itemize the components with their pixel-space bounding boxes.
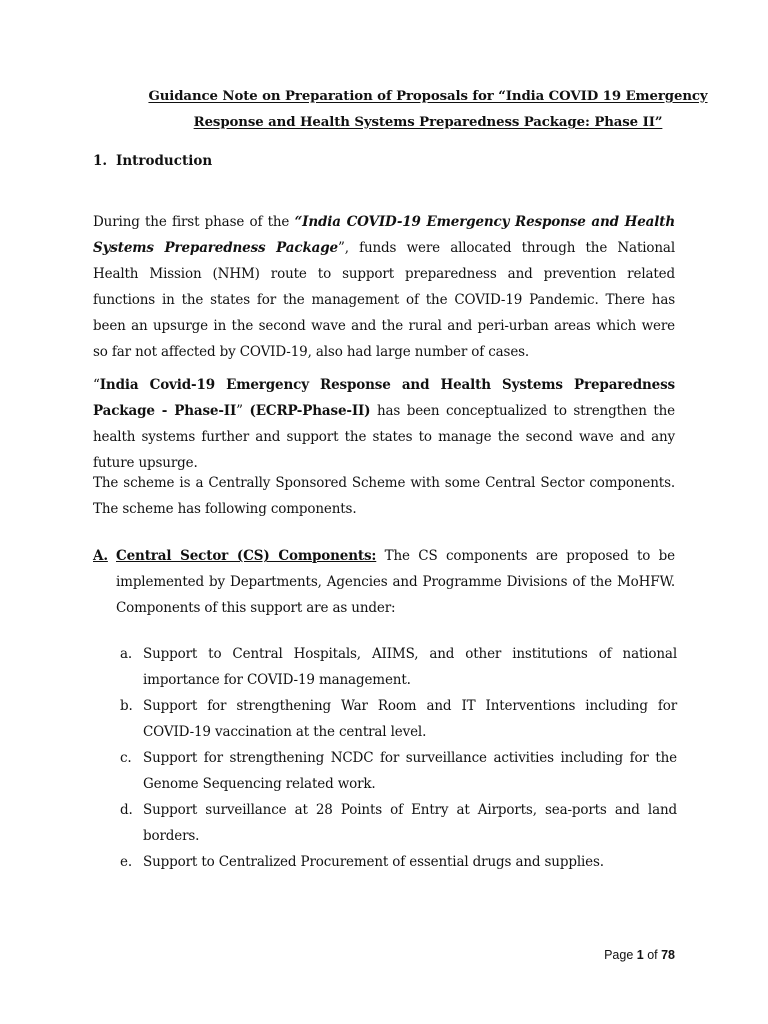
open-quote: “ xyxy=(93,377,100,393)
close-quote: ” xyxy=(236,403,250,419)
page-separator: of xyxy=(643,948,662,962)
paragraph-intro-post: ”, funds were allocated through the National Health Mission (NHM) route to support preparedness and prevention related functions in the states for the management of the COVID-19 Pandemic. There has been an upsurge in the second wave and the rural and peri-urban areas which were so far not affected by COVID-19, also had large number of cases. xyxy=(93,240,675,360)
list-marker: a. xyxy=(120,646,133,662)
section-a-heading: Central Sector (CS) Components: xyxy=(116,548,377,564)
ecrp-abbreviation: (ECRP-Phase-II) xyxy=(249,403,371,419)
list-item-text: Support to Centralized Procurement of essential drugs and supplies. xyxy=(143,854,604,870)
list-item-text: Support to Central Hospitals, AIIMS, and other institutions of national importance for COVID-19 management. xyxy=(143,646,677,688)
paragraph-intro xyxy=(93,209,675,365)
page-total: 78 xyxy=(661,948,675,962)
list-item xyxy=(93,849,677,875)
page-current: 1 xyxy=(636,948,644,962)
list-item-text: Support for strengthening War Room and IT Interventions including for COVID-19 vaccination at the central level. xyxy=(143,698,677,740)
section-number: 1. xyxy=(93,153,108,169)
list-marker: c. xyxy=(120,750,132,766)
list-item xyxy=(93,693,677,745)
paragraph-ecrp xyxy=(93,372,675,476)
list-item xyxy=(93,745,677,797)
section-a-letter: A. xyxy=(93,548,108,564)
paragraph-scheme: The scheme is a Centrally Sponsored Scheme with some Central Sector components. The scheme has following components. xyxy=(93,475,675,517)
list-item-text: Support surveillance at 28 Points of Entry at Airports, sea-ports and land borders. xyxy=(143,802,677,844)
page-number xyxy=(604,946,675,964)
document-title xyxy=(92,84,764,136)
list-marker: e. xyxy=(120,854,132,870)
paragraph-intro-pre: During the first phase of the xyxy=(93,214,295,230)
title-line-2: Response and Health Systems Preparedness Package: Phase II” xyxy=(193,115,663,130)
section-heading-introduction xyxy=(93,151,212,171)
list-marker: b. xyxy=(120,698,133,714)
package-name-phase1: “India COVID-19 Emergency Response and Health Systems Preparedness Package xyxy=(93,214,676,256)
package-name-phase2: India Covid-19 Emergency Response and Health Systems Preparedness Package - Phase-II xyxy=(93,377,675,419)
section-a-central-sector xyxy=(93,543,675,621)
list-marker: d. xyxy=(120,802,133,818)
page-prefix: Page xyxy=(604,948,637,962)
list-item-text: Support for strengthening NCDC for surveillance activities including for the Genome Sequencing related work. xyxy=(143,750,677,792)
section-a-text: The CS components are proposed to be implemented by Departments, Agencies and Programme Divisions of the MoHFW. Components of this support are as under: xyxy=(116,548,675,616)
components-list xyxy=(93,641,677,875)
section-a-body xyxy=(116,543,675,621)
paragraph-ecrp-post: has been conceptualized to strengthen the health systems further and support the states to manage the second wave and any future upsurge. xyxy=(93,403,676,471)
list-item xyxy=(93,797,677,849)
title-line-1: Guidance Note on Preparation of Proposals for “India COVID 19 Emergency xyxy=(148,89,708,104)
section-title: Introduction xyxy=(116,153,213,169)
list-item xyxy=(93,641,677,693)
